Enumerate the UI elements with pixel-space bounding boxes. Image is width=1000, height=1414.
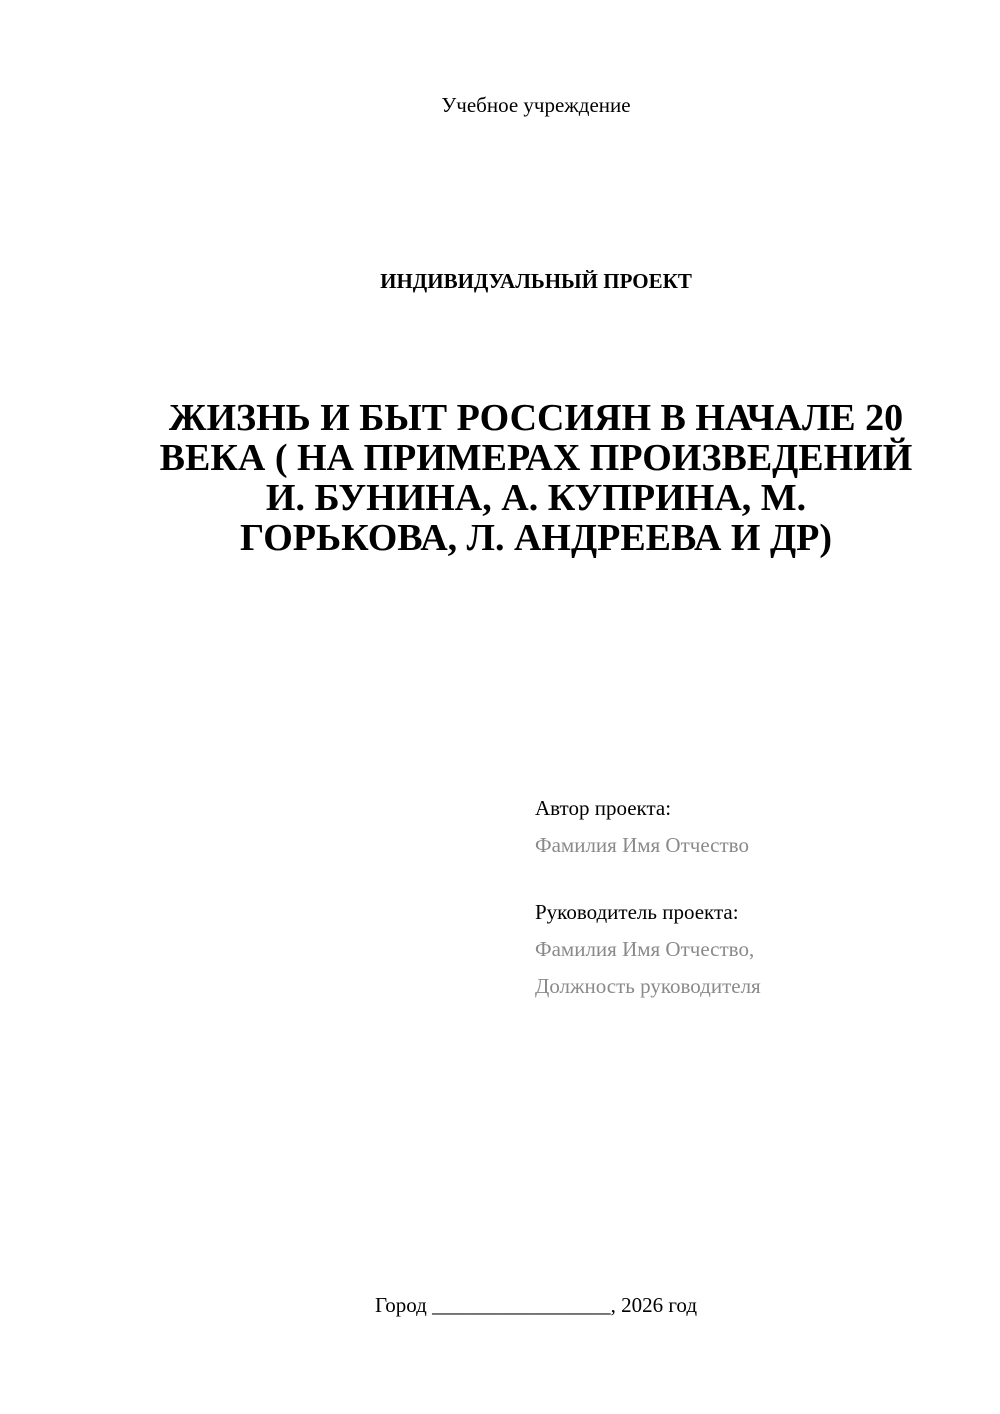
spacer xyxy=(535,864,975,894)
author-label: Автор проекта: xyxy=(535,796,672,820)
author-info-block xyxy=(535,790,975,1005)
title-line: ЖИЗНЬ И БЫТ РОССИЯН В НАЧАЛЕ 20 xyxy=(168,397,904,439)
title-line: ВЕКА ( НА ПРИМЕРАХ ПРОИЗВЕДЕНИЙ xyxy=(159,437,913,479)
author-name-placeholder: Фамилия Имя Отчество xyxy=(535,833,749,857)
supervisor-position-placeholder: Должность руководителя xyxy=(535,974,761,998)
supervisor-label: Руководитель проекта: xyxy=(535,900,739,924)
city-year-line: Город _________________, 2026 год xyxy=(374,1293,698,1317)
project-title xyxy=(140,398,932,558)
document-type: ИНДИВИДУАЛЬНЫЙ ПРОЕКТ xyxy=(380,269,692,293)
institution-name: Учебное учреждение xyxy=(441,93,631,117)
title-line: ГОРЬКОВА, Л. АНДРЕЕВА И ДР) xyxy=(239,517,832,559)
supervisor-name-placeholder: Фамилия Имя Отчество, xyxy=(535,937,755,961)
title-line: И. БУНИНА, А. КУПРИНА, М. xyxy=(265,477,807,519)
